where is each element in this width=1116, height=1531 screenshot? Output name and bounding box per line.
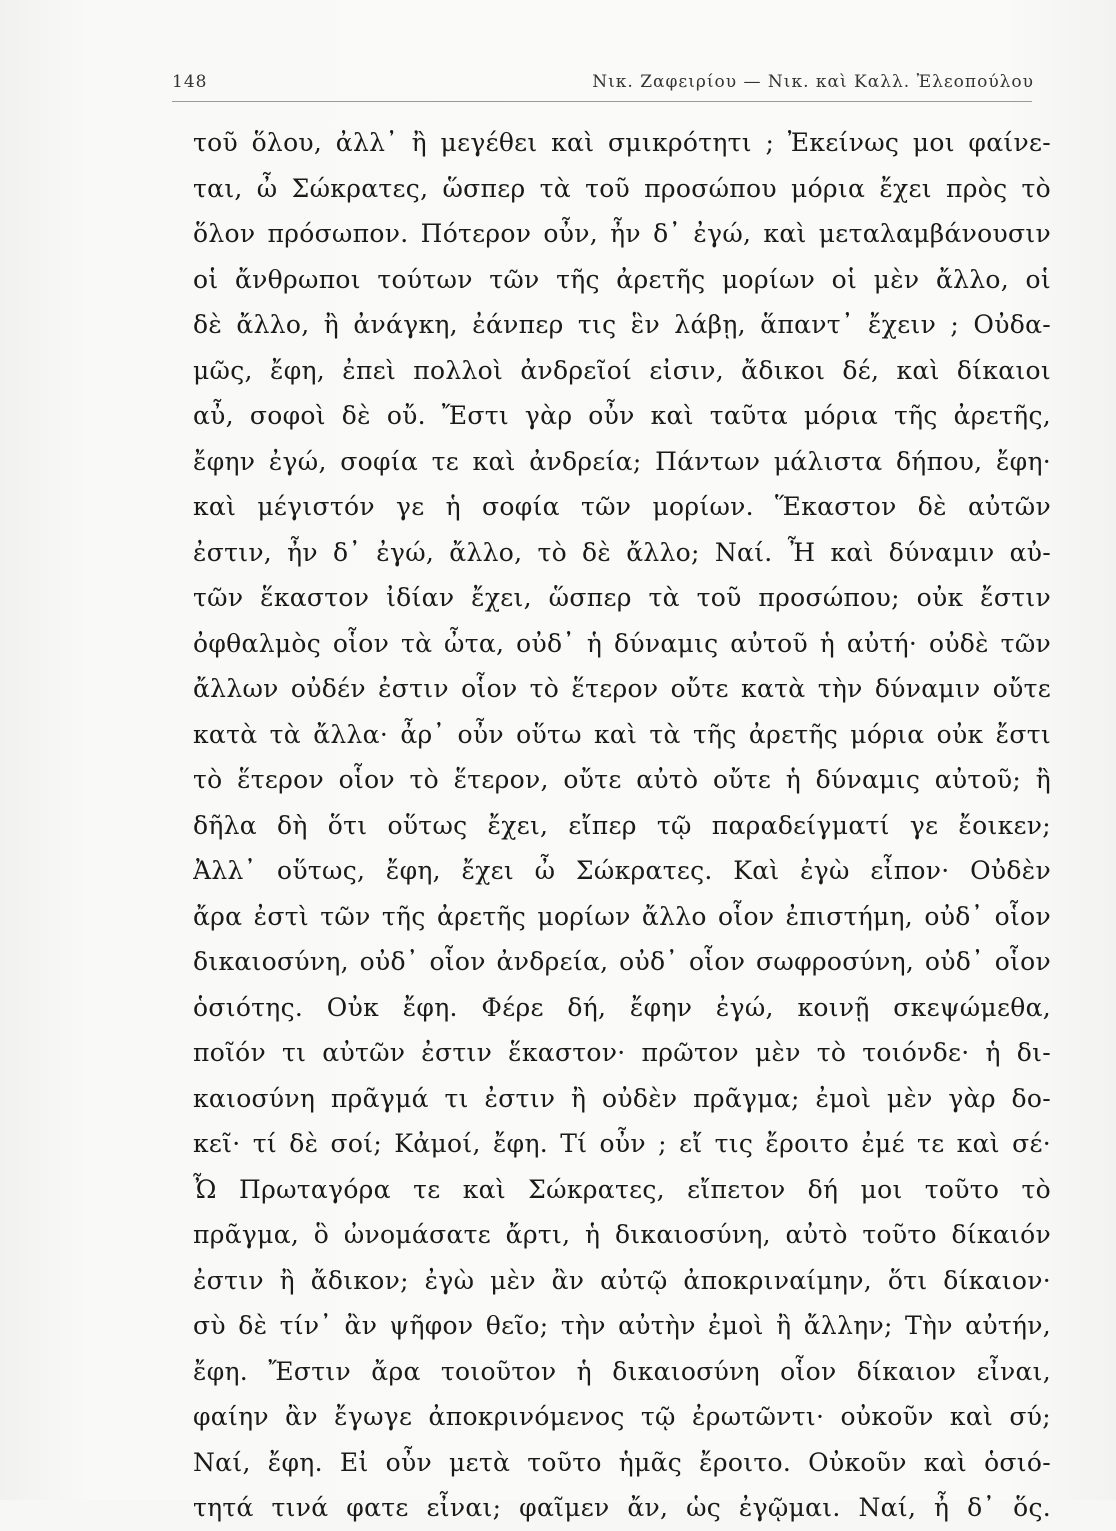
text-line: τοῦ ὅλου, ἀλλ᾽ ἢ μεγέθει καὶ σμικρότητι ; Ἐκείνως μοι φαίνε- — [193, 128, 1051, 157]
text-line: καὶ μέγιστόν γε ἡ σοφία τῶν μορίων. Ἕκαστον δὲ αὐτῶν — [193, 492, 1051, 521]
text-line: ὁσιότης. Οὐκ ἔφη. Φέρε δή, ἔφην ἐγώ, κοινῇ σκεψώμεθα, — [193, 992, 1051, 1022]
text-line: αὖ, σοφοὶ δὲ οὔ. Ἔστι γὰρ οὖν καὶ ταῦτα μόρια τῆς ἀρετῆς, — [193, 401, 1051, 430]
text-line: δικαιοσύνη, οὐδ᾽ οἷον ἀνδρεία, οὐδ᾽ οἷον σωφροσύνη, οὐδ᾽ οἷον — [193, 947, 1051, 976]
text-line: ποῖόν τι αὐτῶν ἐστιν ἕκαστον· πρῶτον μὲν τὸ τοιόνδε· ἡ δι- — [193, 1038, 1051, 1067]
text-line: ἄρα ἐστὶ τῶν τῆς ἀρετῆς μορίων ἄλλο οἷον ἐπιστήμη, οὐδ᾽ οἷον — [193, 901, 1051, 931]
text-line: ὀφθαλμὸς οἷον τὰ ὦτα, οὐδ᾽ ἡ δύναμις αὐτοῦ ἡ αὐτή· οὐδὲ τῶν — [193, 628, 1051, 658]
header-rule — [172, 101, 1032, 102]
text-line: καιοσύνη πρᾶγμά τι ἐστιν ἢ οὐδὲν πρᾶγμα; ἐμοὶ μὲν γὰρ δο- — [193, 1083, 1051, 1113]
text-line: μῶς, ἔφη, ἐπεὶ πολλοὶ ἀνδρεῖοί εἰσιν, ἄδικοι δέ, καὶ δίκαιοι — [193, 355, 1051, 385]
text-line: τὸ ἕτερον οἷον τὸ ἕτερον, οὔτε αὐτὸ οὔτε ἡ δύναμις αὐτοῦ; ἢ — [193, 765, 1051, 794]
text-line: σὺ δὲ τίν᾽ ἂν ψῆφον θεῖο; τὴν αὐτὴν ἐμοὶ ἢ ἄλλην; Τὴν αὐτήν, — [193, 1311, 1051, 1340]
text-line: Ἀλλ᾽ οὕτως, ἔφη, ἔχει ὦ Σώκρατες. Καὶ ἐγὼ εἶπον· Οὐδὲν — [193, 856, 1051, 885]
text-line: ται, ὦ Σώκρατες, ὥσπερ τὰ τοῦ προσώπου μόρια ἔχει πρὸς τὸ — [193, 173, 1051, 203]
page-header — [172, 68, 1034, 98]
text-line: ἔφη. Ἔστιν ἄρα τοιοῦτον ἡ δικαιοσύνη οἷον δίκαιον εἶναι, — [193, 1356, 1051, 1386]
text-line: ὅλον πρόσωπον. Πότερον οὖν, ἦν δ᾽ ἐγώ, καὶ μεταλαμβάνουσιν — [193, 219, 1051, 248]
text-line: κατὰ τὰ ἄλλα· ἆρ᾽ οὖν οὕτω καὶ τὰ τῆς ἀρετῆς μόρια οὐκ ἔστι — [193, 719, 1051, 749]
text-line: οἱ ἄνθρωποι τούτων τῶν τῆς ἀρετῆς μορίων οἱ μὲν ἄλλο, οἱ — [193, 264, 1051, 294]
body-text — [193, 120, 1051, 1531]
text-line: τητά τινά φατε εἶναι; φαῖμεν ἄν, ὡς ἐγῷμαι. Ναί, ἦ δ᾽ ὅς. — [193, 1493, 1051, 1522]
text-line: φαίην ἂν ἔγωγε ἀποκρινόμενος τῷ ἐρωτῶντι· οὐκοῦν καὶ σύ; — [193, 1402, 1051, 1431]
text-line: ἄλλων οὐδέν ἐστιν οἷον τὸ ἕτερον οὔτε κατὰ τὴν δύναμιν οὔτε — [193, 674, 1051, 703]
running-head: Νικ. Ζαφειρίου — Νικ. καὶ Καλλ. Ἐλεοπούλου — [592, 72, 1034, 92]
text-line: ἔφην ἐγώ, σοφία τε καὶ ἀνδρεία; Πάντων μάλιστα δήπου, ἔφη· — [193, 446, 1051, 476]
text-line: κεῖ· τί δὲ σοί; Κἀμοί, ἔφη. Τί οὖν ; εἴ τις ἔροιτο ἐμέ τε καὶ σέ· — [193, 1129, 1051, 1158]
text-line: δῆλα δὴ ὅτι οὕτως ἔχει, εἴπερ τῷ παραδείγματί γε ἔοικεν; — [193, 810, 1051, 840]
text-line: ἐστιν ἢ ἄδικον; ἐγὼ μὲν ἂν αὐτῷ ἀποκριναίμην, ὅτι δίκαιον· — [193, 1265, 1051, 1295]
text-line: πρᾶγμα, ὃ ὠνομάσατε ἄρτι, ἡ δικαιοσύνη, αὐτὸ τοῦτο δίκαιόν — [193, 1220, 1051, 1249]
text-line: τῶν ἕκαστον ἰδίαν ἔχει, ὥσπερ τὰ τοῦ προσώπου; οὐκ ἔστιν — [193, 583, 1051, 612]
text-line: δὲ ἄλλο, ἢ ἀνάγκη, ἐάνπερ τις ἓν λάβῃ, ἅπαντ᾽ ἔχειν ; Οὐδα- — [193, 310, 1051, 339]
text-line: Ναί, ἔφη. Εἰ οὖν μετὰ τοῦτο ἡμᾶς ἔροιτο. Οὐκοῦν καὶ ὁσιό- — [193, 1447, 1051, 1477]
text-line: Ὦ Πρωταγόρα τε καὶ Σώκρατες, εἴπετον δή μοι τοῦτο τὸ — [193, 1174, 1051, 1204]
page-number: 148 — [172, 72, 208, 92]
text-line: ἐστιν, ἦν δ᾽ ἐγώ, ἄλλο, τὸ δὲ ἄλλο; Ναί. Ἦ καὶ δύναμιν αὐ- — [193, 537, 1051, 567]
